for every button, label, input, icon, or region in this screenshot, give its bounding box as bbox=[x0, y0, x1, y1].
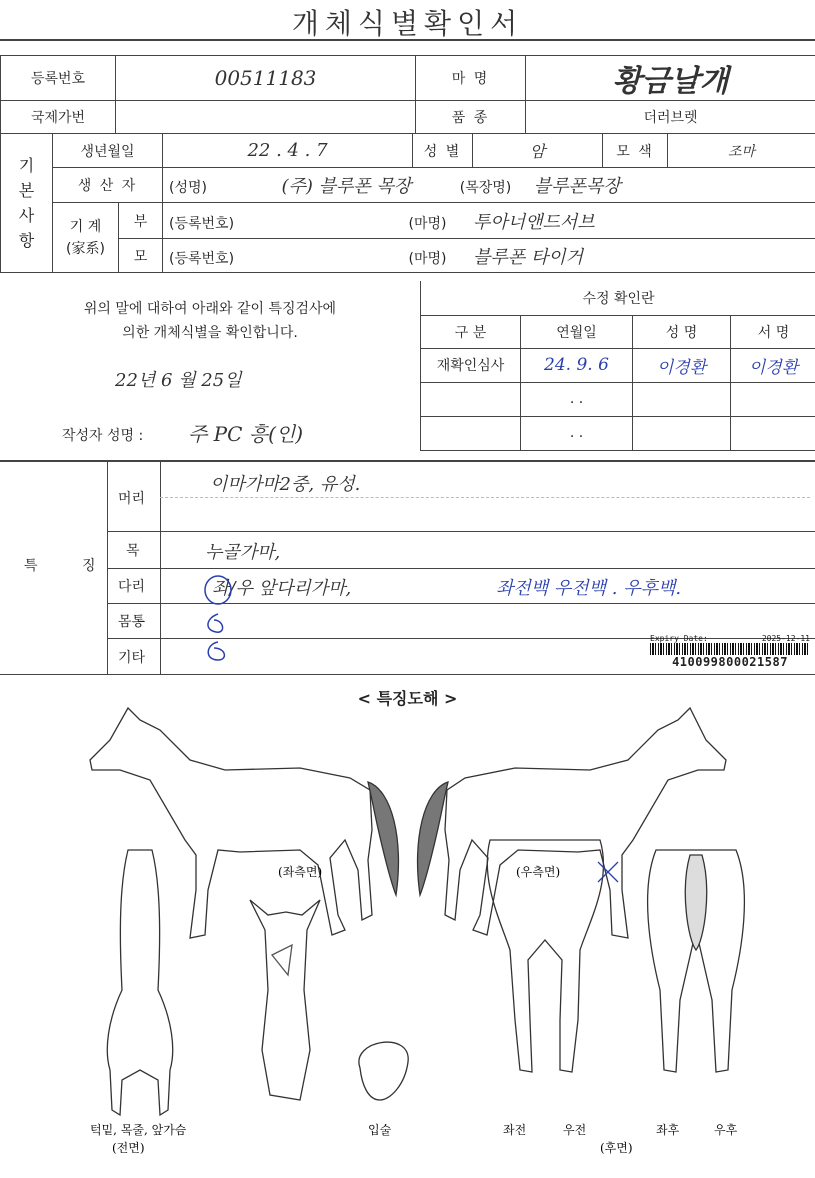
breed-value: 더러브렛 bbox=[526, 101, 815, 134]
feature-label-legs: 다리 bbox=[118, 579, 146, 595]
front-paren-caption: (전면) bbox=[112, 1141, 145, 1155]
reg-no-value: 00511183 bbox=[116, 56, 416, 101]
dam-reg-label: (등록번호) bbox=[169, 250, 235, 267]
revision-cell bbox=[731, 382, 815, 416]
muzzle-caption: 입술 bbox=[368, 1123, 392, 1137]
sire-name-value: 투아너앤드서브 bbox=[472, 211, 595, 233]
basic-detail-table bbox=[0, 133, 815, 273]
dam-label: 모 bbox=[119, 239, 163, 273]
left-horse-tail bbox=[368, 782, 398, 895]
barcode-icon bbox=[650, 643, 810, 655]
revision-cell bbox=[633, 416, 731, 450]
sire-reg-label: (등록번호) bbox=[169, 215, 235, 232]
revision-cell bbox=[731, 416, 815, 450]
farm-value: 블루폰목장 bbox=[533, 176, 621, 197]
author-value: 주 PC 흥(인) bbox=[188, 422, 304, 446]
horse-name-label: 마 명 bbox=[416, 56, 526, 101]
basic-section-label: 기본사항 bbox=[1, 134, 53, 273]
sire-row bbox=[163, 203, 815, 239]
circle-mark bbox=[205, 576, 231, 604]
right-hind-caption: 우후 bbox=[714, 1123, 738, 1137]
breeder-name-label: (성명) bbox=[169, 180, 207, 196]
revision-cell bbox=[421, 382, 521, 416]
revision-cell bbox=[421, 416, 521, 450]
features-section-label: 특 징 bbox=[24, 558, 116, 574]
color-value: 조마 bbox=[668, 134, 815, 168]
feature-label-head: 머리 bbox=[118, 491, 146, 507]
feature-label-body: 몸통 bbox=[118, 614, 146, 630]
expiry-label: Expiry Date: bbox=[650, 634, 708, 643]
rear-tail bbox=[685, 855, 706, 950]
breeder-row bbox=[163, 168, 815, 203]
horse-name-value: 황금날개 bbox=[526, 56, 815, 101]
revision-header: 연월일 bbox=[521, 315, 633, 348]
right-front-caption: 우전 bbox=[563, 1123, 587, 1137]
confirm-date: 22년 6 월 25일 bbox=[115, 370, 242, 391]
head-star-mark bbox=[272, 945, 292, 975]
confirm-statement bbox=[0, 297, 420, 345]
revision-cell: . . bbox=[521, 416, 633, 450]
left-side-caption: (좌측면) bbox=[278, 865, 323, 879]
color-label: 모 색 bbox=[603, 134, 668, 168]
sire-label: 부 bbox=[119, 203, 163, 239]
feature-value-legs-white: 좌전백 우전백 . 우후백. bbox=[496, 578, 682, 599]
sex-value: 암 bbox=[473, 134, 603, 168]
dam-row bbox=[163, 239, 815, 273]
circle-marks bbox=[196, 574, 236, 674]
revision-cell: 이경환 bbox=[633, 348, 731, 382]
rear-paren-caption: (후면) bbox=[600, 1141, 633, 1155]
features-top-rule bbox=[0, 460, 815, 462]
revision-cell bbox=[633, 382, 731, 416]
left-hind-caption: 좌후 bbox=[656, 1123, 680, 1137]
front-neck-outline bbox=[107, 850, 172, 1115]
birth-label: 생년월일 bbox=[53, 134, 163, 168]
feature-value-head: 이마가마2중, 유성. bbox=[210, 474, 361, 495]
left-horse-outline bbox=[90, 708, 372, 938]
farm-label: (목장명) bbox=[459, 180, 512, 196]
left-front-caption: 좌전 bbox=[503, 1123, 527, 1137]
features-dashed-line bbox=[160, 497, 810, 498]
feature-label-other: 기타 bbox=[118, 650, 146, 666]
expiry-value: 2025-12-11 bbox=[761, 634, 810, 643]
pedigree-label: 기 계 (家系) bbox=[53, 203, 119, 273]
right-side-caption: (우측면) bbox=[516, 865, 561, 879]
revision-header: 구 분 bbox=[421, 315, 521, 348]
revision-title: 수정 확인란 bbox=[421, 281, 815, 315]
title-rule bbox=[0, 39, 815, 41]
features-divider bbox=[160, 460, 161, 674]
right-horse-tail bbox=[418, 782, 448, 895]
horse-diagram bbox=[0, 690, 815, 1178]
muzzle-outline bbox=[359, 1042, 408, 1100]
author-label: 작성자 성명 : bbox=[62, 428, 144, 444]
features-bottom-rule bbox=[0, 674, 815, 675]
birth-value: 22 . 4 . 7 bbox=[163, 134, 413, 168]
feature-value-neck: 누골가마, bbox=[205, 542, 281, 563]
breeder-name-value: (주) 블루폰 목장 bbox=[281, 176, 412, 197]
dam-name-label: (마명) bbox=[408, 250, 447, 267]
right-horse-outline bbox=[445, 708, 726, 938]
revision-table bbox=[420, 281, 815, 451]
revision-header: 성 명 bbox=[633, 315, 731, 348]
revision-cell: 이경환 bbox=[731, 348, 815, 382]
dam-name-value: 블루폰 타이거 bbox=[472, 246, 583, 268]
breeder-label: 생 산 자 bbox=[53, 168, 163, 203]
features-rule bbox=[107, 531, 815, 532]
feature-value-legs: 좌/우 앞다리가마, bbox=[212, 578, 352, 599]
curl-mark bbox=[208, 614, 223, 632]
confirm-line-1: 위의 말에 대하여 아래와 같이 특징검사에 bbox=[83, 301, 337, 317]
diagram-title: < 특징도해 > bbox=[357, 689, 458, 708]
front-caption: 턱밑, 목줄, 앞가슴 bbox=[90, 1123, 187, 1137]
revision-cell: 재확인심사 bbox=[421, 348, 521, 382]
revision-cell: 24. 9. 6 bbox=[521, 348, 633, 382]
feature-label-neck: 목 bbox=[126, 543, 140, 559]
curl-mark bbox=[208, 642, 224, 660]
reg-no-label: 등록번호 bbox=[1, 56, 116, 101]
basic-info-table bbox=[0, 55, 815, 134]
head-front-outline bbox=[250, 900, 320, 1100]
features-rule bbox=[107, 568, 815, 569]
intl-no-label: 국제가번 bbox=[1, 101, 116, 134]
barcode-number: 410099800021587 bbox=[672, 655, 788, 669]
intl-no-value bbox=[116, 101, 416, 134]
sex-label: 성 별 bbox=[413, 134, 473, 168]
right-side-blue-x bbox=[598, 862, 618, 882]
revision-cell: . . bbox=[521, 382, 633, 416]
revision-header: 서 명 bbox=[731, 315, 815, 348]
document-title: 개체식별확인서 bbox=[291, 7, 524, 40]
barcode-sticker bbox=[650, 634, 810, 669]
sire-name-label: (마명) bbox=[408, 215, 447, 232]
expiry-row bbox=[650, 634, 810, 643]
confirm-line-2: 의한 개체식별을 확인합니다. bbox=[122, 325, 298, 341]
breed-label: 품 종 bbox=[416, 101, 526, 134]
